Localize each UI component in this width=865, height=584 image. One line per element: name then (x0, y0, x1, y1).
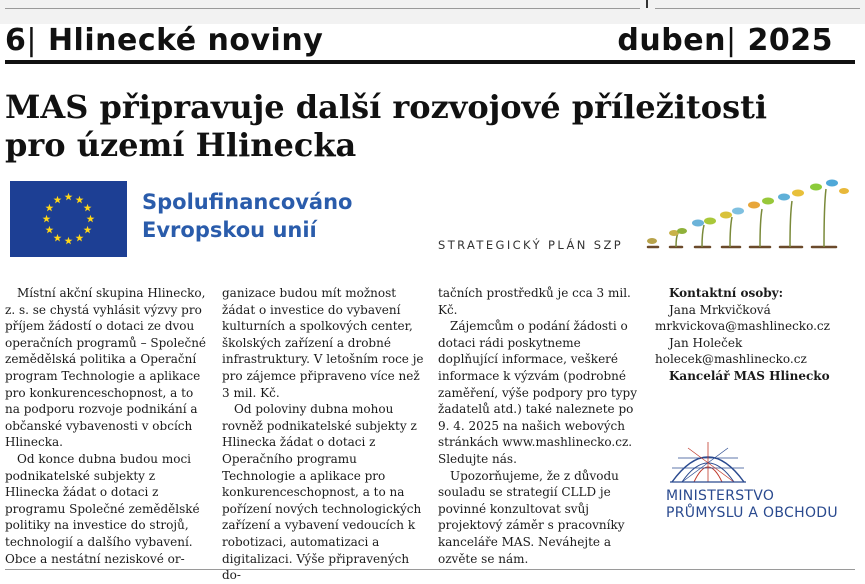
contact-email-1: mrkvickova@mashlinecko.cz (655, 319, 830, 334)
header-rule (5, 60, 855, 64)
publication-title: Hlinecké noviny (47, 23, 324, 58)
eu-text-line-1: Spolufinancováno (142, 190, 353, 214)
eu-stars-icon (10, 181, 127, 257)
page-number: 6 (5, 23, 27, 58)
ministry-name-line-1: MINISTERSTVO (666, 488, 775, 504)
contact-email-2: holecek@mashlinecko.cz (655, 352, 807, 367)
eu-star-icon (45, 226, 53, 234)
eu-flag-logo (10, 181, 127, 257)
header-right (617, 24, 833, 58)
top-rule-bar (0, 0, 865, 24)
eu-star-icon (65, 237, 73, 245)
col2-paragraph-2: Od poloviny dubna mohou rovněž podnikatelské subjekty z Hlinecka žádat o dotaci z Operačního programu Technologie a aplikace pro konkurenceschopnost, a to na pořízení nových technologických zařízení a vybavení vedoucích k robotizaci, automatizaci a digitalizaci. Výše připravených do- (222, 402, 422, 583)
col3-paragraph-3: Upozorňujeme, že z důvodu souladu se strategií CLLD je povinné konzultovat svůj projektový záměr s pracovníky kanceláře MAS. Neváhejte a ozvěte se nám. (438, 468, 625, 566)
eu-star-icon (54, 196, 62, 204)
headline-line-1: MAS připravuje další rozvojové příležitosti (5, 88, 768, 126)
contact-person-1: Jana Mrkvičková (669, 302, 771, 317)
col1-paragraph-1: Místní akční skupina Hlinecko, z. s. se chystá vyhlásit výzvy pro příjem žádostí o dotaci ze dvou operačních programů – Společné zemědělská politika a Operační program Technologie a aplikace pro konkurenceschopnost, a to na podporu rozvoje podnikání a občanské vybavenosti v obcích Hlinecka. (5, 286, 207, 450)
eu-cofunded-text (142, 188, 352, 244)
top-rule-right (655, 8, 860, 9)
col1-paragraph-2: Od konce dubna budou moci podnikatelské subjekty z Hlinecka žádat o dotaci z programu Společné zemědělské politiky na investice do strojů, technologií a dalšího vybavení. Obce a nestátní neziskové or- (5, 451, 200, 566)
ministry-globe-icon (668, 438, 748, 484)
article-headline (5, 88, 855, 164)
contact-column (655, 285, 855, 385)
eu-star-icon (45, 204, 53, 212)
issue-year: 2025 (747, 23, 833, 58)
eu-text-line-2: Evropskou unií (142, 218, 317, 242)
article-column-2 (222, 285, 425, 584)
bottom-rule (5, 569, 855, 570)
article-column-1 (5, 285, 208, 567)
headline-line-2: pro území Hlinecka (5, 126, 357, 164)
eu-star-icon (76, 234, 84, 242)
eu-star-icon (43, 215, 51, 223)
eu-star-icon (84, 204, 92, 212)
header-separator-right: | (725, 23, 737, 58)
col3-paragraph-1: tačních prostředků je cca 3 mil. Kč. (438, 286, 631, 317)
strategic-plan-label: STRATEGICKÝ PLÁN SZP (438, 238, 624, 252)
ministry-name (666, 488, 838, 522)
eu-star-icon (65, 193, 73, 201)
col2-paragraph-1: ganizace budou mít možnost žádat o investice do vybavení kulturních a spolkových center, školských zařízení a drobné infrastruktury. V letošním roce je pro zájemce připraveno více než 3 mil. Kč. (222, 286, 424, 400)
article-column-3 (438, 285, 641, 567)
col3-paragraph-2: Zájemcům o podání žádosti o dotaci rádi poskytneme doplňující informace, veškeré informace k výzvám (podrobné zaměření, výše podpory pro typy žadatelů atd.) také naleznete po 9. 4. 2025 na našich webových stránkách www.mashlinecko.cz. Sledujte nás. (438, 319, 637, 466)
issue-month: duben (617, 23, 726, 58)
ministry-name-line-2: PRŮMYSLU A OBCHODU (666, 505, 838, 521)
page-header (5, 24, 855, 62)
contact-person-2: Jan Holeček (669, 335, 743, 350)
top-rule-tick (646, 0, 648, 8)
header-left (5, 24, 323, 58)
eu-star-icon (84, 226, 92, 234)
eu-star-icon (76, 196, 84, 204)
eu-star-icon (87, 215, 95, 223)
sprouting-plants-icon (640, 175, 858, 257)
top-rule-left (5, 8, 640, 9)
contact-heading: Kontaktní osoby: (669, 286, 784, 300)
contact-office: Kancelář MAS Hlinecko (669, 368, 830, 383)
header-separator: | (26, 23, 37, 58)
eu-star-icon (54, 234, 62, 242)
